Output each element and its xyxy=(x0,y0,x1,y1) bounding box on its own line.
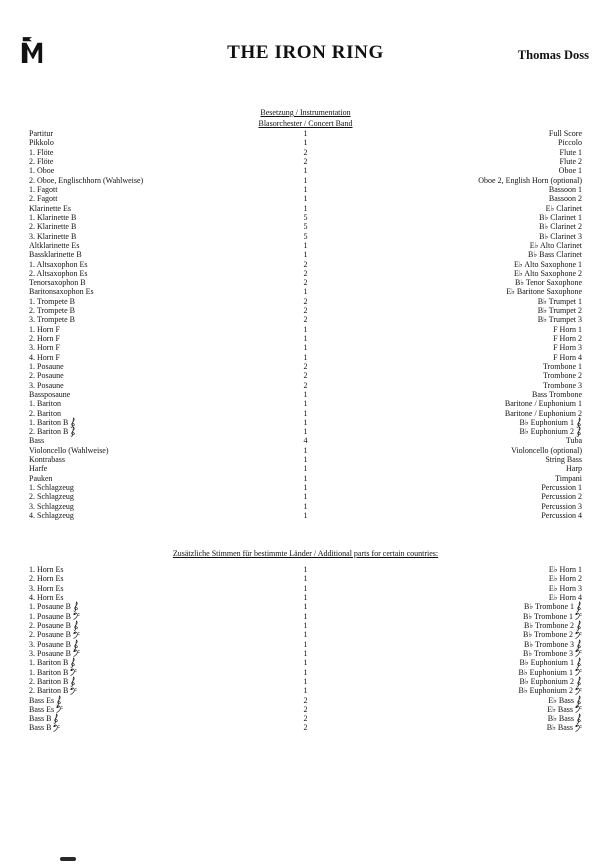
bass-clef-icon xyxy=(73,612,80,620)
instrument-name-english: String Bass xyxy=(545,455,582,465)
instrument-name-english: Bass Trombone xyxy=(531,389,582,399)
logo-pennant-icon xyxy=(23,37,32,41)
instrument-name-german: 3. Trompete B xyxy=(29,315,76,325)
instrument-name-german: 1. Horn Es xyxy=(29,565,64,575)
instrument-name-english: Percussion 3 xyxy=(541,501,582,511)
instrument-name-english: B♭ Trombone 3 xyxy=(323,649,583,658)
instrument-name-german: Bass B xyxy=(29,723,289,732)
part-quantity: 1 xyxy=(303,334,308,344)
instrument-row xyxy=(29,511,582,520)
instrument-row xyxy=(29,584,582,593)
part-quantity: 2 xyxy=(303,157,308,167)
bass-clef-icon xyxy=(53,724,60,732)
instrument-name-german: Tenorsaxophon B xyxy=(29,278,86,288)
instrument-row xyxy=(29,343,582,352)
instrument-row xyxy=(29,278,582,287)
instrument-row xyxy=(29,602,582,611)
instrument-name-german: 2. Posaune B xyxy=(29,620,289,631)
part-quantity: 1 xyxy=(303,352,308,362)
instrument-name-english: Full Score xyxy=(548,129,582,139)
instrument-name-german: 1. Oboe xyxy=(29,166,55,176)
part-quantity: 1 xyxy=(303,399,308,409)
part-quantity: 1 xyxy=(303,639,308,649)
instrument-name-german: 2. Bariton B xyxy=(29,686,289,695)
instrument-row xyxy=(29,157,582,166)
composer-name: Thomas Doss xyxy=(517,48,589,62)
part-quantity: 1 xyxy=(303,343,308,353)
bass-clef-icon xyxy=(575,724,582,732)
instrument-name-english: B♭ Clarinet 3 xyxy=(539,231,582,241)
page-title: THE IRON RING xyxy=(227,42,384,63)
bass-clef-icon xyxy=(575,612,582,620)
instrument-row xyxy=(29,695,582,704)
instrument-name-english: B♭ Euphonium 1 xyxy=(323,668,583,677)
part-quantity: 1 xyxy=(303,658,308,668)
part-quantity: 1 xyxy=(303,185,308,195)
part-quantity: 5 xyxy=(303,212,308,222)
instrument-row xyxy=(29,353,582,362)
instrument-name-english: B♭ Euphonium 1 xyxy=(323,417,583,428)
instrument-row xyxy=(29,621,582,630)
instrument-row xyxy=(29,483,582,492)
part-quantity: 1 xyxy=(303,427,308,437)
page-bottom-mark xyxy=(60,857,76,861)
instrument-row xyxy=(29,574,582,583)
instrument-name-german: 1. Flöte xyxy=(29,147,54,157)
instrument-name-german: Kontrabass xyxy=(29,455,65,465)
instrument-name-english: B♭ Euphonium 2 xyxy=(323,426,583,437)
part-quantity: 2 xyxy=(303,723,308,733)
part-quantity: 1 xyxy=(303,593,308,603)
instrument-name-german: Pikkolo xyxy=(29,138,54,148)
part-quantity: 1 xyxy=(303,611,308,621)
part-quantity: 1 xyxy=(303,574,308,584)
instrument-name-english: F Horn 4 xyxy=(553,352,582,362)
instrument-name-english: Trombone 1 xyxy=(542,361,582,371)
instrument-row xyxy=(29,259,582,268)
ensemble-header-row xyxy=(29,119,582,130)
instrument-name-german: 2. Altsaxophon Es xyxy=(29,268,88,278)
instrument-name-english: E♭ Alto Clarinet xyxy=(529,240,582,250)
instrument-name-english: E♭ Bass xyxy=(323,695,583,706)
instrument-row xyxy=(29,315,582,324)
instrument-row xyxy=(29,427,582,436)
instrument-name-english: B♭ Bass xyxy=(323,723,583,732)
part-quantity: 1 xyxy=(303,175,308,185)
instrument-name-german: Altklarinette Es xyxy=(29,240,80,250)
bass-clef-icon xyxy=(575,631,582,639)
instrument-name-german: 2. Fagott xyxy=(29,194,58,204)
instrument-name-english: Baritone / Euphonium 1 xyxy=(504,399,582,409)
instrument-name-german: 1. Trompete B xyxy=(29,296,76,306)
instrument-name-german: 2. Oboe, Englischhorn (Wahlweise) xyxy=(29,175,144,185)
instrument-row xyxy=(29,297,582,306)
instrument-name-german: 3. Horn Es xyxy=(29,583,64,593)
part-quantity: 2 xyxy=(303,704,308,714)
instrument-name-english: B♭ Trumpet 1 xyxy=(537,296,582,306)
bass-clef-icon xyxy=(73,631,80,639)
instrument-name-german: 2. Flöte xyxy=(29,157,54,167)
instrument-name-german: 2. Bariton B xyxy=(29,426,289,437)
part-quantity: 1 xyxy=(303,389,308,399)
instrument-name-english: Flute 2 xyxy=(559,157,582,167)
part-quantity: 2 xyxy=(303,296,308,306)
instrument-row xyxy=(29,677,582,686)
instrument-name-german: 1. Altsaxophon Es xyxy=(29,259,88,269)
instrument-name-english: Baritone / Euphonium 2 xyxy=(504,408,582,418)
instrument-row xyxy=(29,231,582,240)
instrument-row xyxy=(29,474,582,483)
part-quantity: 1 xyxy=(303,648,308,658)
part-quantity: 1 xyxy=(303,445,308,455)
instrument-row xyxy=(29,185,582,194)
instrument-row xyxy=(29,714,582,723)
ensemble-label: Blasorchester / Concert Band xyxy=(258,118,353,128)
part-quantity: 1 xyxy=(303,492,308,502)
instrument-name-english: B♭ Trumpet 3 xyxy=(537,315,582,325)
instrument-name-english: Flute 1 xyxy=(559,147,582,157)
instrument-row xyxy=(29,362,582,371)
instrument-name-english: Trombone 3 xyxy=(542,380,582,390)
instrument-name-german: Harfe xyxy=(29,464,48,474)
instrument-name-german: 1. Horn F xyxy=(29,324,60,334)
instrument-row xyxy=(29,241,582,250)
instrument-name-german: 1. Posaune xyxy=(29,361,64,371)
instrument-name-english: Oboe 2, English Horn (optional) xyxy=(478,175,582,185)
part-quantity: 2 xyxy=(303,278,308,288)
part-quantity: 1 xyxy=(303,194,308,204)
part-quantity: 1 xyxy=(303,483,308,493)
instrument-name-german: 3. Posaune B xyxy=(29,649,289,658)
instrument-name-english: B♭ Bass Clarinet xyxy=(528,250,582,260)
instrument-name-english: Piccolo xyxy=(558,138,582,148)
instrument-name-german: 2. Bariton xyxy=(29,408,61,418)
instrument-name-english: F Horn 3 xyxy=(553,343,582,353)
instrument-name-english: E♭ Horn 1 xyxy=(548,565,582,575)
instrument-row xyxy=(29,380,582,389)
instrument-name-german: 3. Klarinette B xyxy=(29,231,77,241)
part-quantity: 2 xyxy=(303,268,308,278)
instrument-row xyxy=(29,194,582,203)
instrument-row xyxy=(29,436,582,445)
instrument-name-german: 2. Posaune B xyxy=(29,630,289,639)
instrument-name-english: Violoncello (optional) xyxy=(511,445,582,455)
part-quantity: 1 xyxy=(303,138,308,148)
instrument-name-german: Bass Es xyxy=(29,705,289,714)
instrument-name-german: 4. Schlagzeug xyxy=(29,510,74,520)
instrument-row xyxy=(29,334,582,343)
instrument-row xyxy=(29,492,582,501)
instrument-row xyxy=(29,250,582,259)
instrument-name-english: B♭ Bass xyxy=(323,713,583,724)
part-quantity: 1 xyxy=(303,621,308,631)
instrument-name-german: 2. Bariton B xyxy=(29,676,289,687)
part-quantity: 1 xyxy=(303,583,308,593)
part-quantity: 2 xyxy=(303,147,308,157)
instrument-name-german: Baritonsaxophon Es xyxy=(29,287,94,297)
instrument-name-english: E♭ Bass xyxy=(323,705,583,714)
instrument-name-english: B♭ Clarinet 1 xyxy=(539,212,582,222)
instrument-row xyxy=(29,129,582,138)
instrument-name-english: B♭ Euphonium 2 xyxy=(323,676,583,687)
instrument-name-english: Bassoon 1 xyxy=(548,185,582,195)
instrument-name-german: 2. Posaune xyxy=(29,371,64,381)
part-quantity: 1 xyxy=(303,686,308,696)
instrument-name-german: 2. Klarinette B xyxy=(29,222,77,232)
instrument-name-german: 1. Fagott xyxy=(29,185,58,195)
part-quantity: 2 xyxy=(303,361,308,371)
instrument-row xyxy=(29,138,582,147)
instrument-row xyxy=(29,371,582,380)
instrument-row xyxy=(29,213,582,222)
instrumentation-header-row xyxy=(29,108,582,119)
part-quantity: 1 xyxy=(303,417,308,427)
part-quantity: 1 xyxy=(303,473,308,483)
instrument-row xyxy=(29,565,582,574)
instrument-name-german: 3. Schlagzeug xyxy=(29,501,74,511)
bass-clef-icon xyxy=(575,649,582,657)
part-quantity: 2 xyxy=(303,259,308,269)
instrument-name-english: B♭ Trombone 2 xyxy=(323,620,583,631)
instrument-row xyxy=(29,658,582,667)
instrument-name-english: Percussion 4 xyxy=(541,510,582,520)
instrument-name-german: 3. Horn F xyxy=(29,343,60,353)
part-quantity: 1 xyxy=(303,676,308,686)
instrument-name-english: B♭ Trombone 2 xyxy=(323,630,583,639)
instrumentation-header xyxy=(29,108,582,129)
instrument-row xyxy=(29,464,582,473)
part-quantity: 1 xyxy=(303,667,308,677)
instrument-name-english: B♭ Euphonium 2 xyxy=(323,686,583,695)
part-quantity: 1 xyxy=(303,565,308,575)
instrument-name-german: 1. Posaune B xyxy=(29,601,289,612)
instrument-name-english: F Horn 1 xyxy=(553,324,582,334)
part-quantity: 1 xyxy=(303,501,308,511)
instrument-name-german: Partitur xyxy=(29,129,53,139)
instrument-name-german: 3. Posaune xyxy=(29,380,64,390)
part-quantity: 1 xyxy=(303,203,308,213)
part-quantity: 1 xyxy=(303,240,308,250)
instrument-row xyxy=(29,287,582,296)
instrument-name-english: E♭ Horn 3 xyxy=(548,583,582,593)
part-quantity: 2 xyxy=(303,306,308,316)
instrument-name-german: 1. Bariton B xyxy=(29,668,289,677)
instrument-row xyxy=(29,390,582,399)
instrument-name-english: B♭ Clarinet 2 xyxy=(539,222,582,232)
part-quantity: 2 xyxy=(303,695,308,705)
instrument-row xyxy=(29,269,582,278)
instrument-name-english: Bassoon 2 xyxy=(548,194,582,204)
part-quantity: 1 xyxy=(303,287,308,297)
part-quantity: 1 xyxy=(303,250,308,260)
instrument-name-german: 1. Bariton B xyxy=(29,417,289,428)
part-quantity: 1 xyxy=(303,630,308,640)
instrument-name-english: E♭ Clarinet xyxy=(545,203,582,213)
instrument-row xyxy=(29,399,582,408)
part-quantity: 1 xyxy=(303,166,308,176)
additional-parts-heading xyxy=(29,549,582,558)
instrument-name-german: Bass Es xyxy=(29,695,289,706)
part-quantity: 1 xyxy=(303,408,308,418)
instrument-name-german: Bassklarinette B xyxy=(29,250,82,260)
instrument-name-german: 2. Schlagzeug xyxy=(29,492,74,502)
instrument-name-english: Oboe 1 xyxy=(558,166,582,176)
instrument-name-german: 1. Bariton B xyxy=(29,657,289,668)
part-quantity: 1 xyxy=(303,324,308,334)
instrument-name-german: Pauken xyxy=(29,473,53,483)
instrument-name-german: 2. Trompete B xyxy=(29,306,76,316)
additional-parts-heading-text: Zusätzliche Stimmen für bestimmte Länder / Additional parts for certain countries: xyxy=(172,549,439,558)
instrument-name-english: B♭ Euphonium 1 xyxy=(323,657,583,668)
instrument-name-german: 1. Schlagzeug xyxy=(29,483,74,493)
part-quantity: 1 xyxy=(303,129,308,139)
bass-clef-icon xyxy=(70,668,77,676)
instrument-name-english: E♭ Alto Saxophone 1 xyxy=(514,259,582,269)
instrument-name-english: F Horn 2 xyxy=(553,334,582,344)
instrument-name-english: Trombone 2 xyxy=(542,371,582,381)
part-quantity: 5 xyxy=(303,231,308,241)
instrument-row xyxy=(29,455,582,464)
instrument-name-english: B♭ Trombone 3 xyxy=(323,639,583,650)
instrument-row xyxy=(29,176,582,185)
part-quantity: 1 xyxy=(303,602,308,612)
instrument-row xyxy=(29,723,582,732)
instrument-name-german: 2. Horn Es xyxy=(29,574,64,584)
part-quantity: 2 xyxy=(303,315,308,325)
part-quantity: 2 xyxy=(303,714,308,724)
part-quantity: 2 xyxy=(303,380,308,390)
instrument-name-german: Klarinette Es xyxy=(29,203,71,213)
instrument-name-english: Tuba xyxy=(565,436,582,446)
instrument-row xyxy=(29,306,582,315)
instrument-row xyxy=(29,204,582,213)
instrument-row xyxy=(29,502,582,511)
instrument-name-german: Bass xyxy=(29,436,45,446)
part-quantity: 2 xyxy=(303,371,308,381)
bass-clef-icon xyxy=(73,649,80,657)
instrument-name-german: Bass B xyxy=(29,713,289,724)
instrument-name-english: Percussion 1 xyxy=(541,483,582,493)
instrument-name-english: Timpani xyxy=(555,473,582,483)
instrument-name-german: Violoncello (Wahlweise) xyxy=(29,445,109,455)
part-quantity: 5 xyxy=(303,222,308,232)
instrument-name-english: E♭ Alto Saxophone 2 xyxy=(514,268,582,278)
instrument-name-german: 2. Horn F xyxy=(29,334,60,344)
instrument-name-german: 1. Posaune B xyxy=(29,612,289,621)
part-quantity: 1 xyxy=(303,455,308,465)
instrument-name-english: B♭ Trombone 1 xyxy=(323,612,583,621)
part-quantity: 4 xyxy=(303,436,308,446)
instrument-name-german: 1. Klarinette B xyxy=(29,212,77,222)
part-quantity: 1 xyxy=(303,510,308,520)
instrument-name-english: Harp xyxy=(566,464,582,474)
instrumentation-label: Besetzung / Instrumentation xyxy=(260,108,351,117)
additional-parts-list xyxy=(29,565,582,733)
instrument-name-english: E♭ Horn 2 xyxy=(548,574,582,584)
bass-clef-icon xyxy=(575,705,582,713)
instrument-name-german: 3. Posaune B xyxy=(29,639,289,650)
part-quantity: 1 xyxy=(303,464,308,474)
instrument-name-english: Percussion 2 xyxy=(541,492,582,502)
instrument-name-german: Bassposaune xyxy=(29,389,71,399)
bass-clef-icon xyxy=(70,687,77,695)
instrumentation-list xyxy=(29,129,582,520)
bass-clef-icon xyxy=(575,668,582,676)
bass-clef-icon xyxy=(575,687,582,695)
instrument-name-german: 4. Horn Es xyxy=(29,593,64,603)
instrument-row xyxy=(29,166,582,175)
instrument-row xyxy=(29,148,582,157)
instrument-name-english: E♭ Baritone Saxophone xyxy=(506,287,582,297)
instrument-name-english: B♭ Trombone 1 xyxy=(323,601,583,612)
instrument-name-english: E♭ Horn 4 xyxy=(548,593,582,603)
instrument-row xyxy=(29,222,582,231)
instrument-row xyxy=(29,640,582,649)
instrument-row xyxy=(29,446,582,455)
instrument-name-german: 1. Bariton xyxy=(29,399,61,409)
instrument-row xyxy=(29,325,582,334)
instrument-name-english: B♭ Trumpet 2 xyxy=(537,306,582,316)
bass-clef-icon xyxy=(56,705,63,713)
instrument-name-german: 4. Horn F xyxy=(29,352,60,362)
instrument-name-english: B♭ Tenor Saxophone xyxy=(514,278,582,288)
